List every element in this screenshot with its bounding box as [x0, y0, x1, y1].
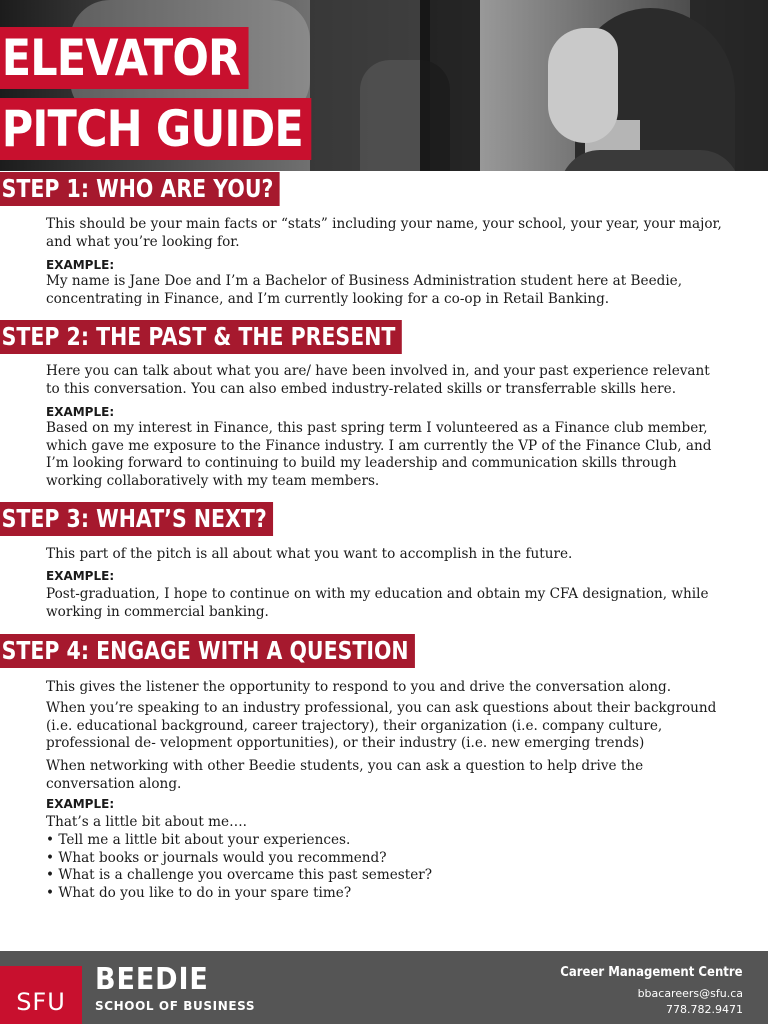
- title-line-1: ELEVATOR: [0, 27, 249, 89]
- step-2-example-label: EXAMPLE:: [46, 405, 115, 419]
- contact-phone: 778.782.9471: [666, 1003, 743, 1016]
- sfu-logo: SFU: [0, 966, 82, 1024]
- question-list: [46, 832, 726, 902]
- step-4-heading: STEP 4: ENGAGE WITH A QUESTION: [0, 634, 415, 668]
- footer: [0, 951, 768, 1024]
- step-4-description: This gives the listener the opportunity to respond to you and drive the conversation along.: [46, 679, 672, 695]
- beedie-wordmark: BEEDIE: [95, 962, 209, 997]
- step-4-example: That’s a little bit about me….: [46, 814, 247, 830]
- step-2-example: Based on my interest in Finance, this past spring term I volunteered as a Finance club member, which gave me exposure to the Finance industry. I am currently the VP of the Finance Club, and I’m looking forward to continuing to build my leadership and communication skills through working collaboratively with my team members.: [46, 420, 712, 489]
- step-4-professional-tip: When you’re speaking to an industry professional, you can ask questions about their background (i.e. educational background, career trajectory), their organization (i.e. company culture, professional de- velopment opportunities), or their industry (i.e. new emerging trends): [46, 700, 717, 751]
- step-2-description: Here you can talk about what you are/ have been involved in, and your past experience relevant to this conversation. You can also embed industry-related skills or transferrable skills here.: [46, 363, 710, 397]
- list-item: • What books or journals would you recommend?: [46, 850, 726, 868]
- step-3-example-label: EXAMPLE:: [46, 569, 115, 583]
- list-item: • Tell me a little bit about your experiences.: [46, 832, 726, 850]
- step-3-example: Post-graduation, I hope to continue on with my education and obtain my CFA designation, while working in commercial banking.: [46, 586, 709, 620]
- step-3-heading: STEP 3: WHAT’S NEXT?: [0, 502, 273, 536]
- step-1-description: This should be your main facts or “stats” including your name, your school, your year, your major, and what you’re looking for.: [46, 216, 722, 250]
- career-centre-name: Career Management Centre: [560, 965, 743, 980]
- title-line-2: PITCH GUIDE: [0, 98, 312, 160]
- step-4-student-tip: When networking with other Beedie students, you can ask a question to help drive the conversation along.: [46, 758, 644, 792]
- step-3-description: This part of the pitch is all about what you want to accomplish in the future.: [46, 546, 573, 562]
- step-1-example: My name is Jane Doe and I’m a Bachelor of Business Administration student here at Beedie, concentrating in Finance, and I’m currently looking for a co-op in Retail Banking.: [46, 273, 683, 307]
- step-2-heading: STEP 2: THE PAST & THE PRESENT: [0, 320, 402, 354]
- list-item: • What do you like to do in your spare time?: [46, 885, 726, 903]
- step-1-heading: STEP 1: WHO ARE YOU?: [0, 172, 280, 206]
- school-of-business-label: SCHOOL OF BUSINESS: [95, 999, 256, 1013]
- step-1-example-label: EXAMPLE:: [46, 258, 115, 272]
- list-item: • What is a challenge you overcame this past semester?: [46, 867, 726, 885]
- contact-email[interactable]: bbacareers@sfu.ca: [637, 987, 743, 1000]
- step-4-example-label: EXAMPLE:: [46, 797, 115, 811]
